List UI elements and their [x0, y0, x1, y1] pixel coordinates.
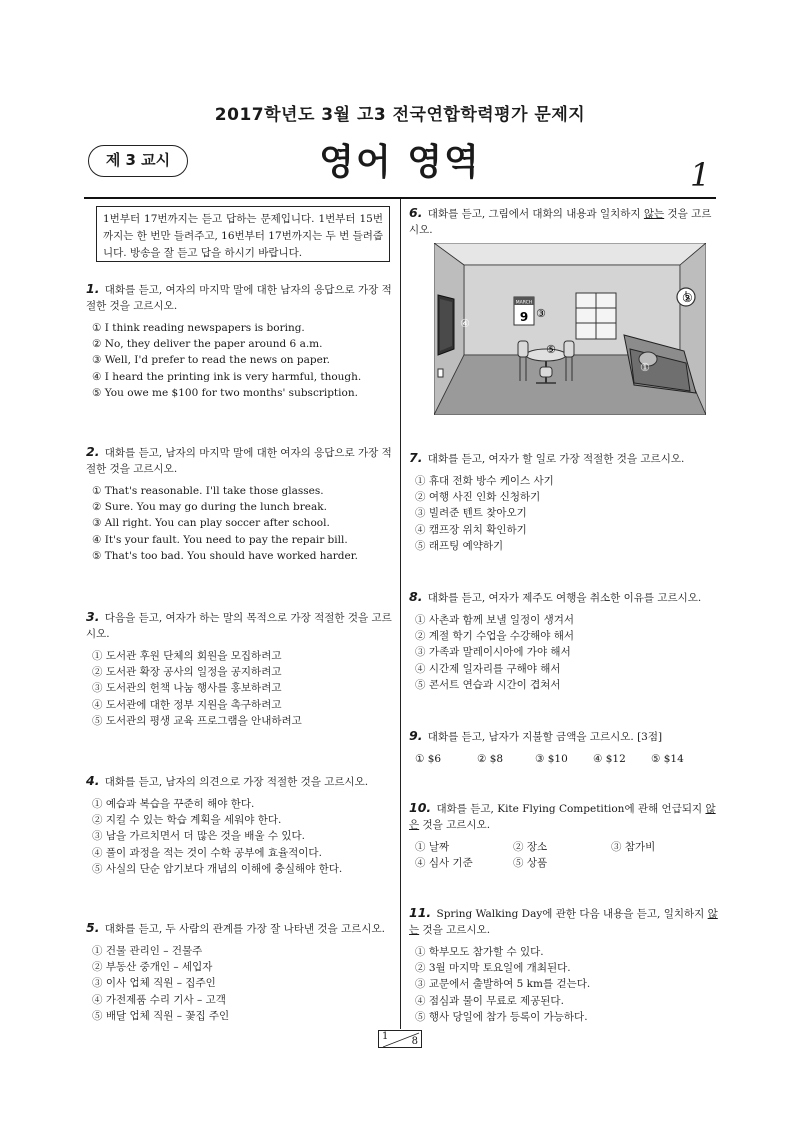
option: ⑤ 행사 당일에 참가 등록이 가능하다.: [415, 1010, 588, 1023]
question-stem: 대화를 듣고, 남자가 지불할 금액을 고르시오. [3점]: [427, 731, 663, 743]
question-stem: 대화를 듣고, 여자의 마지막 말에 대한 남자의 응답으로 가장 적절한 것을 고르시오.: [86, 284, 392, 312]
underlined-word: 않은: [409, 803, 716, 831]
question-stem: 대화를 듣고, 남자의 마지막 말에 대한 여자의 응답으로 가장 적절한 것을 고르시오.: [86, 447, 392, 475]
question-stem: Spring Walking Day에 관한 다음 내용을 듣고, 일치하지: [436, 908, 708, 920]
option: ② 여행 사진 인화 신청하기: [415, 491, 541, 504]
underlined-word: 않는: [643, 208, 665, 220]
question-number: 6.: [409, 205, 423, 220]
option: ⑤ 배달 업체 직원 – 꽃집 주인: [92, 1009, 230, 1022]
option: ② No, they deliver the paper around 6 a.m.: [92, 338, 323, 351]
option: ① 휴대 전화 방수 케이스 사기: [415, 475, 554, 487]
question-stem-end: 것을 고르시오.: [419, 924, 491, 936]
question-stem-end: 것을 고르시오.: [419, 819, 491, 831]
page-indicator: [378, 1030, 422, 1048]
option: ⑤ 도서관의 평생 교육 프로그램을 안내하려고: [92, 714, 302, 727]
option: ② 계절 학기 수업을 수강해야 해서: [415, 630, 575, 643]
option: ③ 빌려준 텐트 찾아오기: [415, 507, 527, 520]
question-stem: 대화를 듣고, Kite Flying Competition에 관해 언급되지: [436, 803, 706, 815]
question-number: 7.: [409, 450, 423, 465]
question-stem: 다음을 듣고, 여자가 하는 말의 목적으로 가장 적절한 것을 고르시오.: [86, 612, 392, 640]
question-2: [86, 444, 394, 564]
question-number: 11.: [409, 905, 432, 920]
marker-1: ①: [640, 361, 650, 374]
option: ③ 교문에서 출발하여 5 km를 걷는다.: [415, 978, 591, 991]
question-number: 8.: [409, 589, 423, 604]
option: ③ Well, I'd prefer to read the news on paper.: [92, 354, 330, 367]
room-illustration: [434, 243, 706, 415]
question-stem: 대화를 듣고, 그림에서 대화의 내용과 일치하지: [427, 208, 644, 220]
question-10: [409, 800, 719, 871]
option: ④ 점심과 물이 무료로 제공된다.: [415, 994, 564, 1007]
option: ③ 도서관의 헌책 나눔 행사를 홍보하려고: [92, 682, 282, 695]
option: ④ I heard the printing ink is very harmful, though.: [92, 370, 362, 383]
current-page: 1: [382, 1031, 389, 1042]
option: ④ It's your fault. You need to pay the repair bill.: [92, 533, 348, 546]
option: ⑤ 래프팅 예약하기: [415, 539, 504, 552]
question-stem: 대화를 듣고, 여자가 할 일로 가장 적절한 것을 고르시오.: [427, 453, 685, 465]
option: ④ 풀이 과정을 적는 것이 수학 공부에 효율적이다.: [92, 846, 322, 859]
option: ② 도서관 확장 공사의 일정을 공지하려고: [92, 666, 282, 679]
question-11: [409, 905, 719, 1025]
question-1: [86, 281, 394, 401]
question-number: 2.: [86, 444, 100, 459]
calendar-month: MARCH: [515, 300, 533, 306]
marker-2: ②: [682, 291, 693, 305]
option: ⑤ That's too bad. You should have worked harder.: [92, 549, 358, 562]
marker-4: ④: [460, 317, 470, 330]
option: ① 사촌과 함께 보낼 일정이 생겨서: [415, 614, 575, 626]
subject-title: 영어 영역: [319, 142, 481, 183]
option: ③ 참가비: [611, 841, 656, 853]
option: ① 도서관 후원 단체의 회원을 모집하려고: [92, 650, 282, 662]
question-number: 10.: [409, 800, 432, 815]
question-number: 5.: [86, 920, 100, 935]
option: ④ 가전제품 수리 기사 – 고객: [92, 993, 226, 1006]
question-4: [86, 773, 394, 877]
option: ① I think reading newspapers is boring.: [92, 322, 305, 334]
option: ③ 가족과 말레이시아에 가야 해서: [415, 646, 571, 659]
question-stem-end: 것을 고르시오.: [409, 208, 712, 236]
option: ⑤ 사실의 단순 암기보다 개념의 이해에 충실해야 한다.: [92, 862, 343, 875]
option: ③ 이사 업체 직원 – 집주인: [92, 977, 216, 990]
question-9: [409, 728, 719, 767]
option: ② 장소: [513, 841, 548, 853]
marker-3: ③: [536, 307, 546, 320]
underlined-word: 않는: [409, 908, 718, 936]
question-stem: 대화를 듣고, 남자의 의견으로 가장 적절한 것을 고르시오.: [104, 776, 369, 788]
option: ② 지킬 수 있는 학습 계획을 세워야 한다.: [92, 814, 282, 827]
option: ④ 심사 기준: [415, 857, 473, 869]
question-7: [409, 450, 719, 554]
question-8: [409, 589, 719, 693]
option: ① 학부모도 참가할 수 있다.: [415, 946, 544, 958]
exam-title: 2017학년도 3월 고3 전국연합학력평가 문제지: [214, 105, 586, 125]
option: ④ 도서관에 대한 정부 지원을 촉구하려고: [92, 698, 282, 711]
option: ⑤ 상품: [513, 857, 548, 869]
option: ⑤ 콘서트 연습과 시간이 겹쳐서: [415, 678, 561, 691]
option: ③ 남을 가르치면서 더 많은 것을 배울 수 있다.: [92, 830, 305, 843]
option: ② Sure. You may go during the lunch break.: [92, 501, 327, 514]
marker-5: ⑤: [546, 343, 556, 356]
column-divider: [400, 199, 401, 1029]
option: ⑤ $14: [651, 753, 684, 765]
listening-notice: 1번부터 17번까지는 듣고 답하는 문제입니다. 1번부터 15번까지는 한 번만 들려주고, 16번부터 17번까지는 두 번 들려줍니다. 방송을 잘 듣고 답을 하시기 바랍니다.: [96, 206, 390, 262]
question-stem: 대화를 듣고, 두 사람의 관계를 가장 잘 나타낸 것을 고르시오.: [104, 923, 385, 935]
question-number: 3.: [86, 609, 100, 624]
option: ④ $12: [593, 753, 626, 765]
option: ② 부동산 중개인 – 세입자: [92, 961, 213, 974]
option: ③ $10: [535, 753, 568, 765]
question-6: [409, 205, 719, 238]
option: ④ 시간제 일자리를 구해야 해서: [415, 662, 561, 675]
question-number: 9.: [409, 728, 423, 743]
page-number-large: 1: [690, 156, 711, 194]
option: ① That's reasonable. I'll take those glasses.: [92, 485, 324, 497]
option: ① $6: [415, 753, 442, 765]
option: ④ 캠프장 위치 확인하기: [415, 523, 527, 536]
option: ① 건물 관리인 – 건물주: [92, 945, 203, 957]
option: ① 예습과 복습을 꾸준히 해야 한다.: [92, 798, 255, 810]
total-pages: 8: [411, 1036, 418, 1047]
session-badge: 제 3 교시: [88, 145, 188, 177]
option: ② $8: [477, 753, 504, 765]
option: ⑤ You owe me $100 for two months' subscription.: [92, 386, 358, 399]
option: ① 날짜: [415, 841, 450, 853]
question-5: [86, 920, 394, 1024]
calendar-day: 9: [519, 310, 529, 324]
question-stem: 대화를 듣고, 여자가 제주도 여행을 취소한 이유를 고르시오.: [427, 592, 702, 604]
option: ③ All right. You can play soccer after school.: [92, 517, 330, 530]
question-3: [86, 609, 394, 729]
question-number: 4.: [86, 773, 100, 788]
option: ② 3월 마지막 토요일에 개최된다.: [415, 962, 571, 975]
question-number: 1.: [86, 281, 100, 296]
